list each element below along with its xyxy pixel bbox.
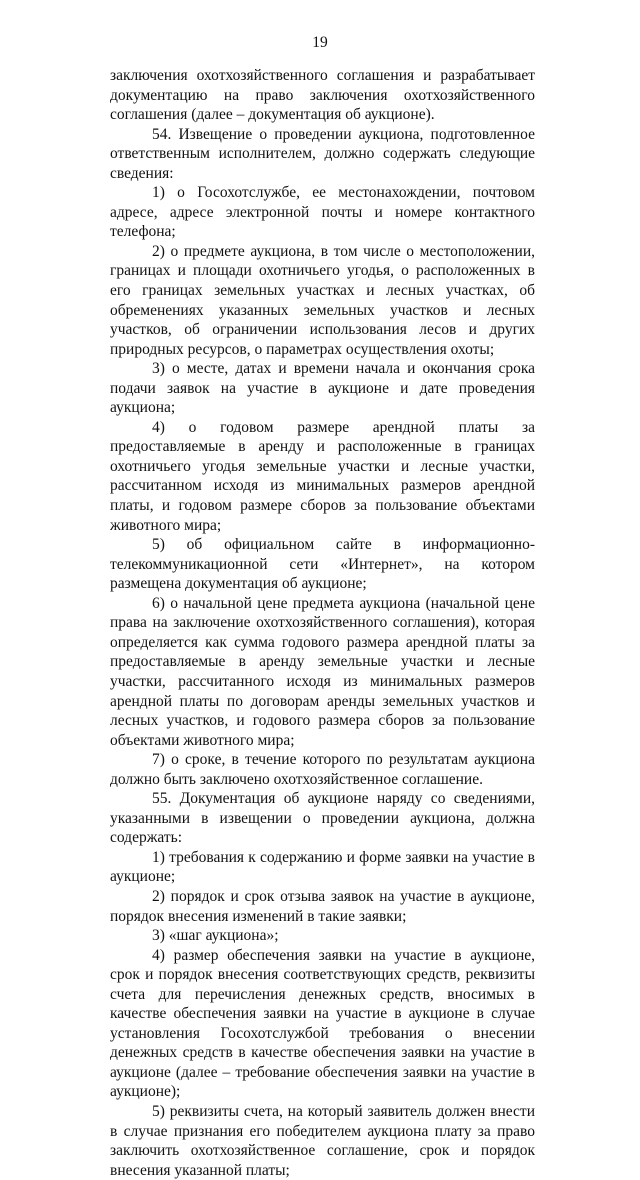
paragraph-55-item-1: 1) требования к содержанию и форме заявки на участие в аукционе; xyxy=(110,848,535,886)
paragraph-54-item-2: 2) о предмете аукциона, в том числе о местоположении, границах и площади охотничьего угодья, о расположенных в его границах земельных участках и лесных участках, об обременениях указанных земельных участков и лесных участков, об ограничении использования лесов и других природных ресурсов, о параметрах осуществления охоты; xyxy=(110,242,535,358)
paragraph-54-item-1: 1) о Госохотслужбе, ее местонахождении, почтовом адресе, адресе электронной почты и номере контактного телефона; xyxy=(110,184,535,241)
paragraph-continuation: заключения охотхозяйственного соглашения и разрабатывает документацию на право заключения охотхозяйственного соглашения (далее – документация об аукционе). xyxy=(110,67,535,124)
document-body xyxy=(110,66,535,1180)
paragraph-55: 55. Документация об аукционе наряду со сведениями, указанными в извещении о проведении аукциона, должна содержать: xyxy=(110,790,535,847)
paragraph-55-item-5: 5) реквизиты счета, на который заявитель должен внести в случае признания его победителем аукциона плату за право заключить охотхозяйственное соглашение, срок и порядок внесения указанной платы; xyxy=(110,1102,535,1179)
paragraph-54-item-7: 7) о сроке, в течение которого по результатам аукциона должно быть заключено охотхозяйственное соглашение. xyxy=(110,751,535,788)
paragraph-55-item-2: 2) порядок и срок отзыва заявок на участие в аукционе, порядок внесения изменений в такие заявки; xyxy=(110,887,535,925)
paragraph-54-item-5: 5) об официальном сайте в информационно-телекоммуникационной сети «Интернет», на котором размещена документация об аукционе; xyxy=(110,536,535,593)
paragraph-54-item-4: 4) о годовом размере арендной платы за предоставляемые в аренду и расположенные в границах охотничьего угодья земельные участки и лесные участки, рассчитанном исходя из минимальных размеров арендной платы, и годовом размере сборов за пользование объектами животного мира; xyxy=(110,418,535,534)
paragraph-55-item-3: 3) «шаг аукциона»; xyxy=(152,927,279,945)
paragraph-54: 54. Извещение о проведении аукциона, подготовленное ответственным исполнителем, должно содержать следующие сведения: xyxy=(110,125,535,182)
page-number: 19 xyxy=(312,34,328,51)
paragraph-54-item-6: 6) о начальной цене предмета аукциона (начальной цене права на заключение охотхозяйственного соглашения), которая определяется как сумма годового размера арендной платы за предоставляемые в аренду земельные участки и лесные участки, рассчитанного исходя из минимальных размеров арендной платы по договорам аренды земельных участков и лесных участков, и годового размера сборов за пользование объектами животного мира; xyxy=(110,594,535,749)
paragraph-55-item-4: 4) размер обеспечения заявки на участие в аукционе, срок и порядок внесения соответствующих средств, реквизиты счета для перечисления денежных средств, вносимых в качестве обеспечения заявки на участие в аукционе в случае установления Госохотслужбой требования о внесении денежных средств в качестве обеспечения заявки на участие в аукционе (далее – требование обеспечения заявки на участие в аукционе); xyxy=(110,946,535,1101)
paragraph-54-item-3: 3) о месте, датах и времени начала и окончания срока подачи заявок на участие в аукционе и дате проведения аукциона; xyxy=(110,360,535,417)
